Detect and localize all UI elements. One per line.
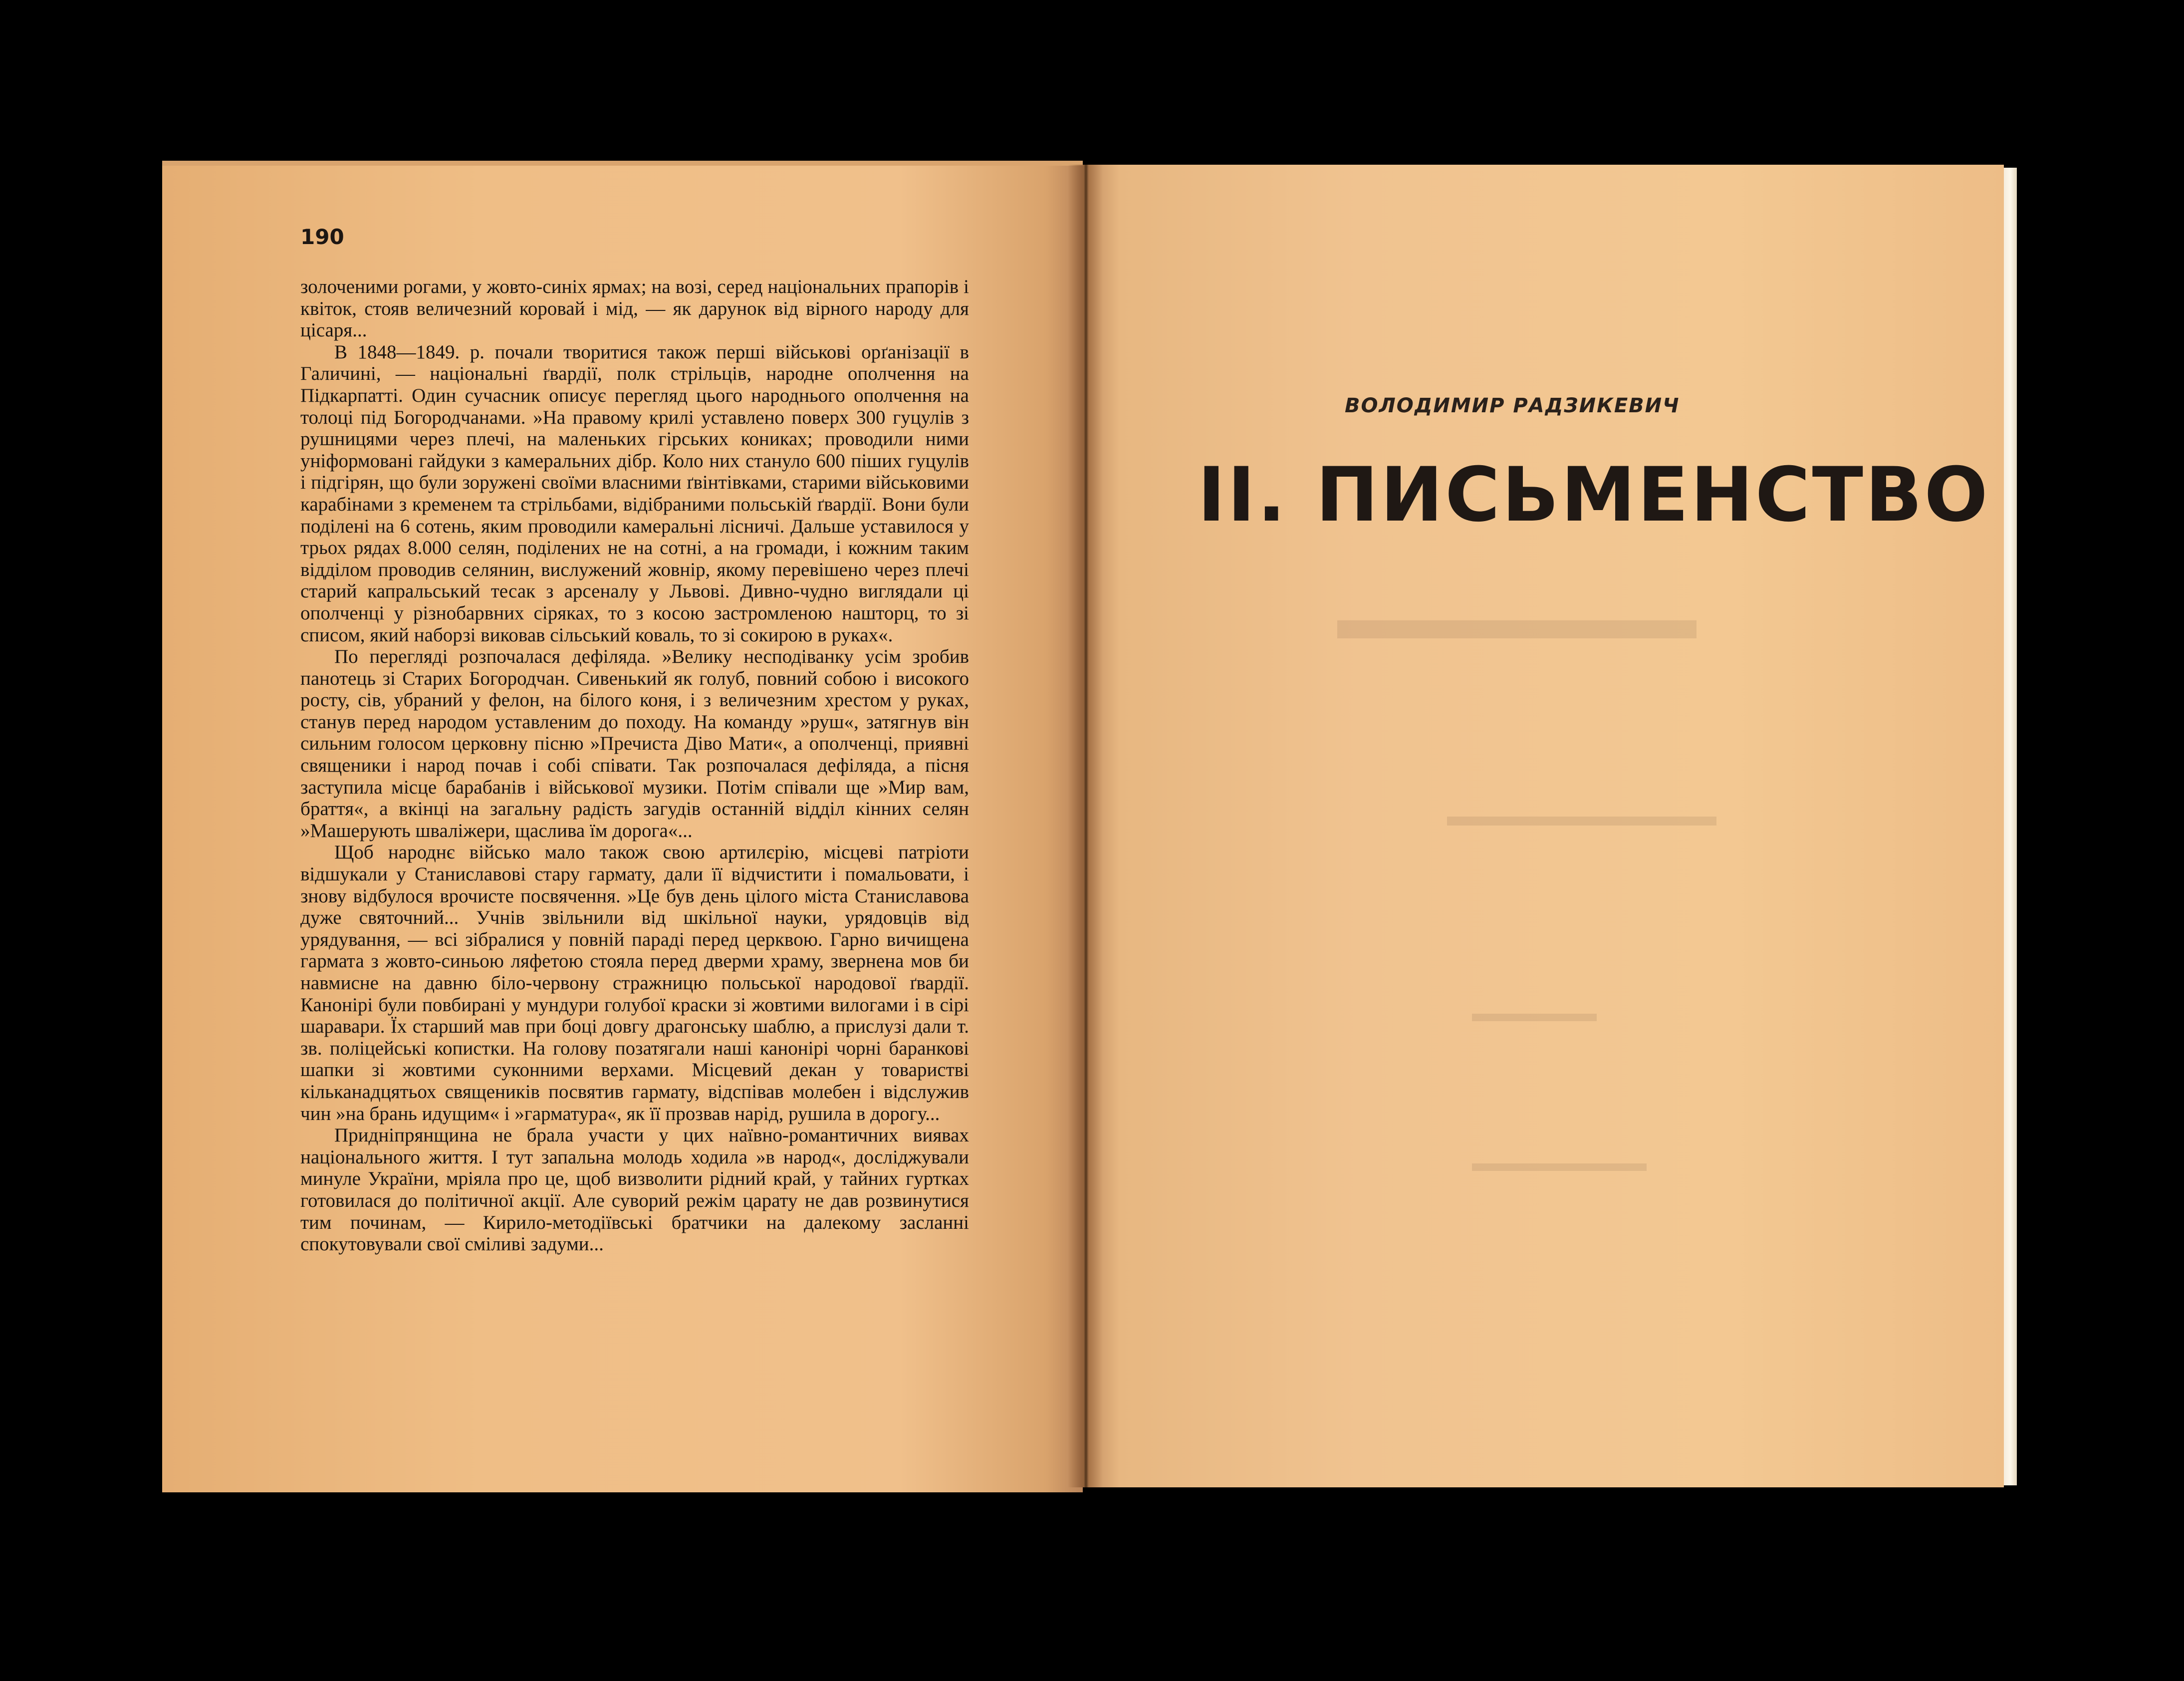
show-through-shadow: ▬▬▬▬▬▬▬ xyxy=(1472,1148,1647,1176)
page-stack-edge xyxy=(2004,168,2017,1485)
paragraph: Придніпрянщина не брала участи у цих наївно-романтичних виявах національного життя. І тут запальна молодь ходила »в народ«, досліджували минуле України, мріяла про це, щоб визволити рідний край, у тайних гуртках готовилася до політичної акції. Але суворий режім царату не дав розвинутися тим починам, — Кирило-методіївські братчики на далекому засланні спокутовували свої сміливі задуми... xyxy=(300,1124,969,1255)
book-gutter xyxy=(1068,165,1103,1487)
paragraph: золоченими рогами, у жовто-синіх ярмах; на возі, серед національних прапорів і квіток, стояв величезний коровай і мід, — як дарунок від вірного народу для цісаря... xyxy=(300,276,969,341)
body-text xyxy=(300,276,969,1255)
author-name: ВОЛОДИМИР РАДЗИКЕВИЧ xyxy=(1345,394,1680,417)
paragraph: Щоб народнє військо мало також свою артилєрію, місцеві патріоти відшукали у Станиславові стару гармату, дали її відчистити і помальовати, і знову відбулося врочисте посвячення. »Це був день цілого міста Станиславова дуже святочний... Учнів звільнили від шкільної науки, урядовців від урядування, — всі зібралися у повній параді перед церквою. Гарно вичищена гармата з жовто-синьою ляфетою стояла перед дверми храму, звернена мов би навмисне на давню біло-червону стражницю польської народової ґвардії. Канонірі були повбирані у мундури голубої краски зі жовтими вилогами і в сірі шаравари. Їх старший мав при боці довгу драгонську шаблю, а прислузі дали т. зв. поліцейські копистки. На голову позатягали наші канонірі чорні баранкові шапки зі жовтими суконними верхами. Місцевий декан у товаристві кільканадцятьох священиків посвятив гармату, відспівав молебен і відслужив чин »на брань идущим« і »гарматура«, як її прозвав нарід, рушила в дорогу... xyxy=(300,841,969,1124)
show-through-shadow: ▬▬▬▬▬▬▬▬▬ xyxy=(1447,799,1716,832)
paragraph: По перегляді розпочалася дефіляда. »Велику несподіванку усім зробив панотець зі Старих Богородчан. Сивенький як голуб, повний собою і високого росту, сів, убраний у фелон, на білого коня, і з величезним хрестом у руках, станув перед народом уставленим до походу. На команду »руш«, затягнув він сильним голосом церковну пісню »Пречиста Діво Мати«, а ополченці, приявні священики і народ почав і собі співати. Так розпочалася дефіляда, а пісня заступила місце барабанів і військової музики. Потім співали ще »Мир вам, браття«, а вкінці на загальну радість загудів останній відділ кінних селян »Машерують шваліжери, щаслива їм дорога«... xyxy=(300,646,969,841)
show-through-shadow: ▬▬▬▬▬▬ xyxy=(1337,585,1697,651)
page-number: 190 xyxy=(300,225,344,249)
paragraph: В 1848—1849. р. почали творитися також перші військові орґанізації в Галичині, — національні ґвардії, полк стрільців, народне ополчення на Підкарпатті. Один сучасник описує перегляд цього народнього ополчення на толоці під Богородчанами. »На правому крилі уставлено поверх 300 гуцулів з рушницями через плечі, на маленьких гірських кониках; проводили ними уніформовані гайдуки з камеральних дібр. Коло них стануло 600 піших гуцулів і підгірян, що були зоружені своїми власними ґвінтівками, старими військовими карабінами з кременем та стрільбами, відібраними польській ґвардії. Вони були поділені на 6 сотень, яким проводили камеральні лісничі. Дальше уставилося у трьох рядах 8.000 селян, поділених не на сотні, а на громади, і кожним таким відділом проводив селянин, вислужений жовнір, якому перевішено через плечі старий капральський тесак з арсеналу у Львові. Дивно-чудно виглядали ці ополченці у різнобарвних сіряках, то з косою застромленою нашторц, то зі списом, який наборзі виковав сільський коваль, то зі сокирою в руках«. xyxy=(300,341,969,646)
section-title: II. ПИСЬМЕНСТВО xyxy=(1198,452,1990,539)
show-through-shadow: ▬▬▬▬▬ xyxy=(1472,999,1597,1027)
